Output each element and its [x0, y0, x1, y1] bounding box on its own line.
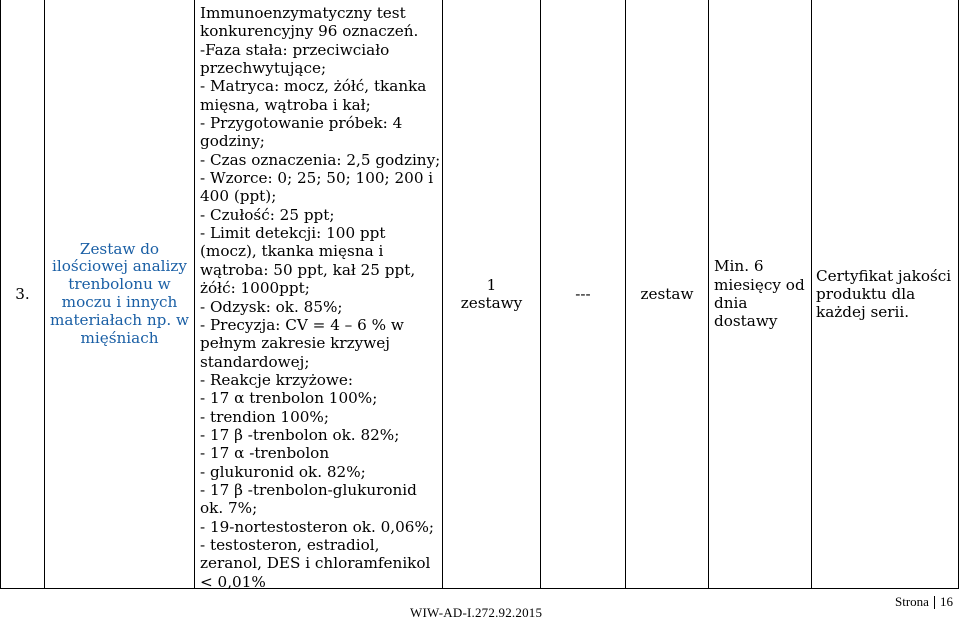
unit-cell — [626, 0, 708, 588]
description-line: 400 (ppt); — [200, 187, 277, 206]
dash-value: --- — [575, 284, 591, 303]
row-number: 3. — [15, 284, 30, 303]
description-line: wątroba: 50 ppt, kał 25 ppt, — [200, 260, 416, 279]
description-line: - 17 α trenbolon 100%; — [200, 389, 378, 408]
product-description — [200, 4, 440, 591]
description-line: < 0,01% — [200, 572, 266, 591]
description-line: - Czułość: 25 ppt; — [200, 205, 335, 224]
description-line: - Czas oznaczenia: 2,5 godziny; — [200, 150, 441, 169]
product-name-line: materiałach np. w — [50, 310, 189, 329]
expiry-line: miesięcy od — [714, 275, 805, 294]
description-line: żółć: 1000ppt; — [200, 279, 310, 298]
product-name-line: trenbolonu w — [68, 275, 171, 294]
description-line: godziny; — [200, 132, 265, 151]
expiry-line: dnia — [714, 294, 748, 312]
expiry-line: dostawy — [714, 312, 778, 331]
description-line: standardowej; — [200, 352, 310, 371]
dash-cell — [541, 0, 625, 588]
certificate-line: Certyfikat jakości — [816, 266, 952, 285]
description-line: (mocz), tkanka mięsna i — [200, 242, 384, 261]
description-line: konkurencyjny 96 oznaczeń. — [200, 22, 419, 41]
description-line: -Faza stała: przeciwciało — [200, 40, 390, 59]
product-name-line: mięśniach — [80, 328, 159, 347]
certificate-line: produktu dla — [816, 284, 916, 303]
expiry-cell — [714, 0, 810, 588]
description-line: - glukuronid ok. 82%; — [200, 462, 366, 481]
column-divider — [708, 0, 709, 588]
product-name-line: moczu i innych — [61, 293, 178, 311]
description-line: - Precyzja: CV = 4 – 6 % w — [200, 315, 404, 334]
description-line: - Limit detekcji: 100 ppt — [200, 224, 386, 243]
expiry-line: Min. 6 — [714, 257, 764, 276]
unit-value: zestaw — [640, 284, 694, 303]
quantity-value: 1 — [486, 275, 497, 294]
description-line: - Wzorce: 0; 25; 50; 100; 200 i — [200, 169, 434, 188]
document-code: WIW-AD-I.272.92.2015 — [410, 605, 543, 620]
description-line: - 17 α -trenbolon — [200, 444, 330, 463]
product-name-line: ilościowej analizy — [52, 257, 187, 276]
description-line: - Przygotowanie próbek: 4 — [200, 114, 403, 133]
table-border-bottom — [0, 588, 959, 589]
description-line: - 19-nortestosteron ok. 0,06%; — [200, 517, 434, 536]
description-line: pełnym zakresie krzywej — [200, 334, 390, 353]
description-line: - Odzysk: ok. 85%; — [200, 297, 343, 316]
description-line: - trendion 100%; — [200, 407, 329, 426]
description-line: - 17 β -trenbolon-glukuronid — [200, 480, 417, 499]
page-label: Strona — [895, 594, 929, 609]
description-line: Immunoenzymatyczny test — [200, 4, 406, 22]
description-line: mięsna, wątroba i kał; — [200, 95, 371, 114]
column-divider — [194, 0, 195, 588]
page-number-value: 16 — [939, 594, 953, 609]
product-name-line: Zestaw do — [79, 239, 160, 258]
quantity-unit: zestawy — [460, 294, 523, 312]
description-line: - Reakcje krzyżowe: — [200, 370, 353, 389]
page-number — [895, 594, 953, 610]
product-name-cell — [45, 0, 194, 588]
row-number-cell — [1, 0, 44, 588]
description-line: - 17 β -trenbolon ok. 82%; — [200, 425, 400, 444]
description-line: - Matryca: mocz, żółć, tkanka — [200, 77, 427, 96]
description-line: - testosteron, estradiol, — [200, 535, 380, 554]
quantity-cell — [443, 0, 540, 588]
description-line: przechwytujące; — [200, 59, 327, 78]
column-divider — [811, 0, 812, 588]
page-separator — [934, 596, 935, 609]
certificate-cell — [816, 0, 958, 588]
description-line: zeranol, DES i chloramfenikol — [200, 554, 431, 573]
description-line: ok. 7%; — [200, 499, 258, 518]
certificate-line: każdej serii. — [816, 303, 910, 322]
